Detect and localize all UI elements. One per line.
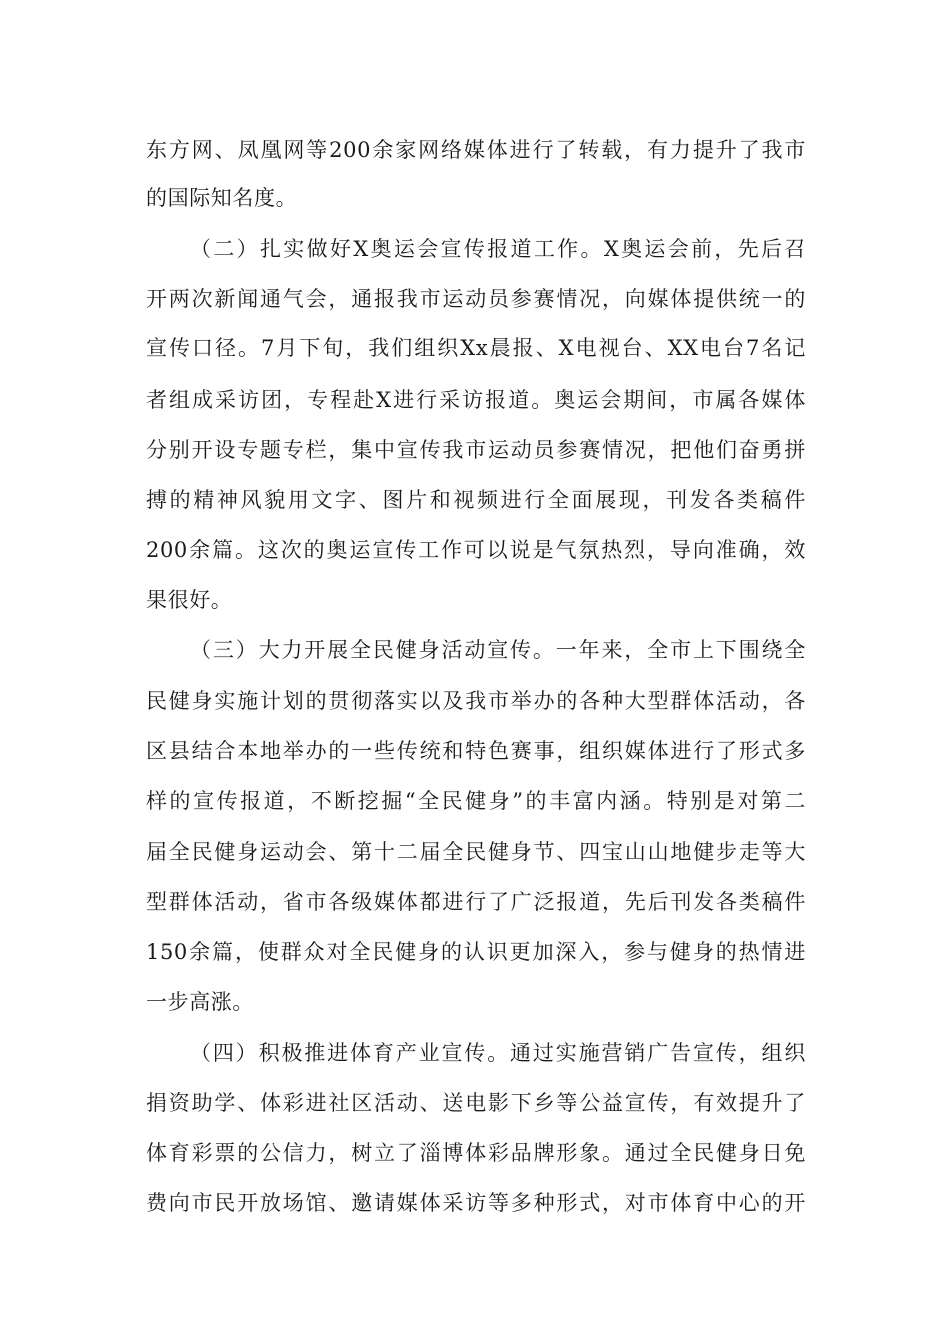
text-line: 东方网、凤凰网等200余家网络媒体进行了转载，有力提升了我市	[146, 138, 806, 162]
text-line: 开两次新闻通气会，通报我市运动员参赛情况，向媒体提供统一的	[146, 287, 806, 311]
text-line: 宣传口径。7月下旬，我们组织Xx晨报、X电视台、XX电台7名记	[146, 336, 806, 360]
text-line: 一步高涨。	[146, 990, 254, 1014]
section-heading-line: （二）扎实做好X奥运会宣传报道工作。X奥运会前，先后召	[190, 237, 806, 261]
section-heading-line: （三）大力开展全民健身活动宣传。一年来，全市上下围绕全	[190, 638, 806, 662]
text-line: 分别开设专题专栏，集中宣传我市运动员参赛情况，把他们奋勇拼	[146, 438, 806, 462]
text-line: 200余篇。这次的奥运宣传工作可以说是气氛热烈，导向准确，效	[146, 538, 806, 562]
text-line: 果很好。	[146, 588, 233, 612]
text-line: 者组成采访团，专程赴X进行采访报道。奥运会期间，市属各媒体	[146, 388, 806, 412]
text-line: 的国际知名度。	[146, 186, 298, 210]
text-line: 捐资助学、体彩进社区活动、送电影下乡等公益宣传，有效提升了	[146, 1091, 806, 1115]
text-line: 150余篇，使群众对全民健身的认识更加深入，参与健身的热情进	[146, 940, 806, 964]
text-line: 届全民健身运动会、第十二届全民健身节、四宝山山地健步走等大	[146, 840, 806, 864]
text-line: 型群体活动，省市各级媒体都进行了广泛报道，先后刊发各类稿件	[146, 890, 806, 914]
text-line: 搏的精神风貌用文字、图片和视频进行全面展现，刊发各类稿件	[146, 488, 806, 512]
text-line: 费向市民开放场馆、邀请媒体采访等多种形式，对市体育中心的开	[146, 1191, 806, 1215]
text-line: 体育彩票的公信力，树立了淄博体彩品牌形象。通过全民健身日免	[146, 1141, 806, 1165]
section-heading-line: （四）积极推进体育产业宣传。通过实施营销广告宣传，组织	[190, 1041, 806, 1065]
text-line: 样的宣传报道，不断挖掘“全民健身”的丰富内涵。特别是对第二	[146, 789, 806, 813]
text-line: 区县结合本地举办的一些传统和特色赛事，组织媒体进行了形式多	[146, 739, 806, 763]
text-line: 民健身实施计划的贯彻落实以及我市举办的各种大型群体活动，各	[146, 689, 806, 713]
